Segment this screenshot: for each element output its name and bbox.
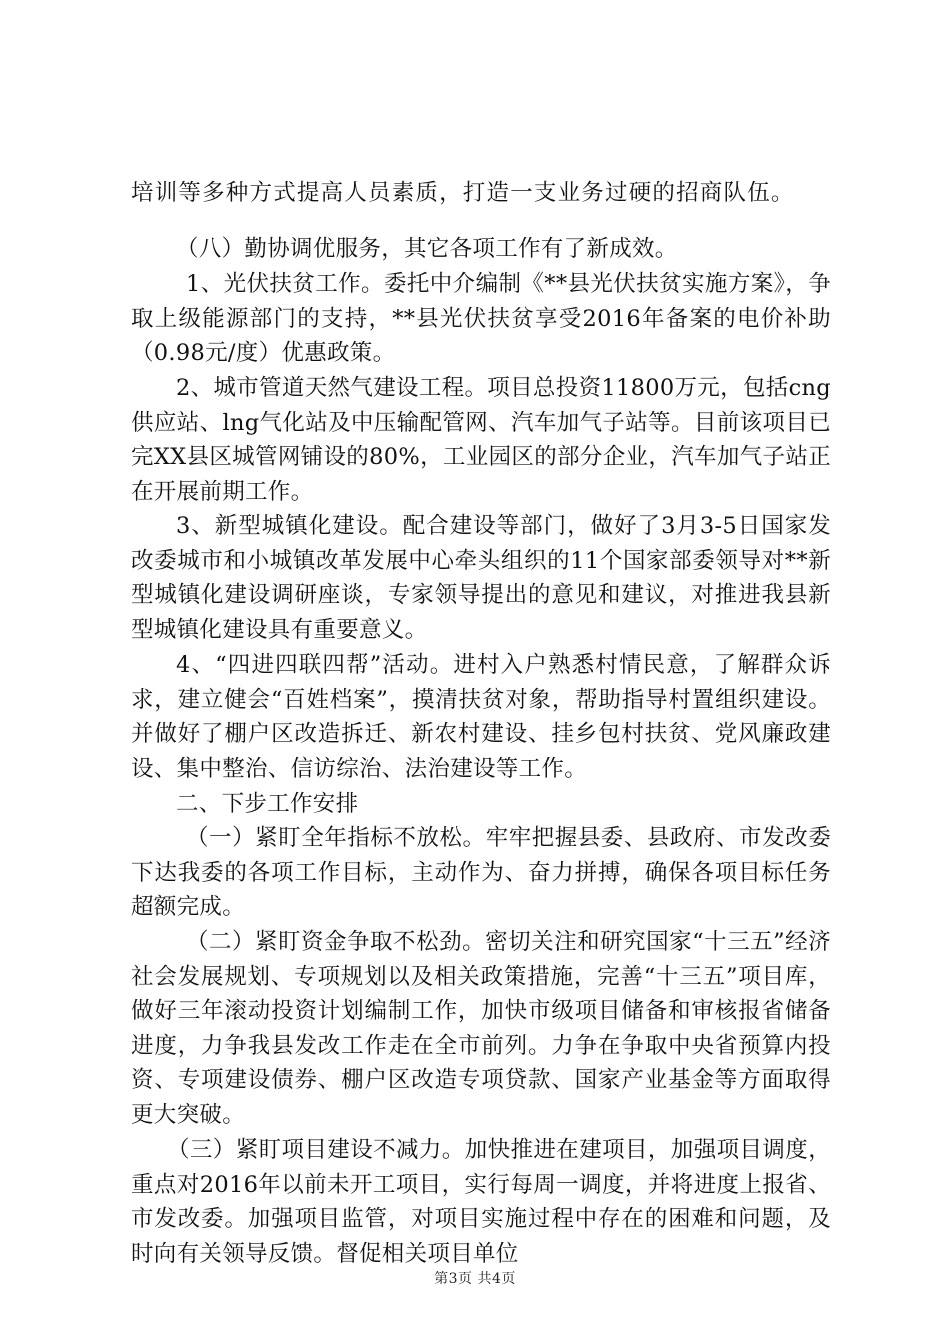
paragraph-task-1: （一）紧盯全年指标不放松。牢牢把握县委、县政府、市发改委下达我委的各项工作目标，主动作为、奋力拼搏，确保各项目标任务超额完成。 [131, 825, 831, 921]
paragraph-task-3: （三）紧盯项目建设不减力。加快推进在建项目，加强项目调度，重点对2016年以前未开工项目，实行每周一调度，并将进度上报省、市发改委。加强项目监管，对项目实施过程中存在的困难和问题，及时向有关领导反馈。督促相关项目单位 [131, 1137, 831, 1267]
paragraph-item-2: 2、城市管道天然气建设工程。项目总投资11800万元，包括cng供应站、lng气化站及中压输配管网、汽车加气子站等。目前该项目已完XX县区城管网铺设的80%，工业园区的部分企业，汽车加气子站正在开展前期工作。 [131, 375, 831, 505]
paragraph-item-1: 1、光伏扶贫工作。委托中介编制《**县光伏扶贫实施方案》，争取上级能源部门的支持，**县光伏扶贫享受2016年备案的电价补助（0.98元/度）优惠政策。 [131, 271, 831, 367]
paragraph-continuation: 培训等多种方式提高人员素质，打造一支业务过硬的招商队伍。 [131, 180, 795, 206]
section-heading-8: （八）勤协调优服务，其它各项工作有了新成效。 [176, 236, 678, 262]
paragraph-item-4: 4、“四进四联四帮”活动。进村入户熟悉村情民意，了解群众诉求，建立健会“百姓档案”，摸清扶贫对象，帮助指导村置组织建设。并做好了棚户区改造拆迁、新农村建设、挂乡包村扶贫、党风廉政建设、集中整治、信访综治、法治建设等工作。 [131, 652, 831, 782]
paragraph-task-2: （二）紧盯资金争取不松劲。密切关注和研究国家“十三五”经济社会发展规划、专项规划以及相关政策措施，完善“十三五”项目库，做好三年滚动投资计划编制工作，加快市级项目储备和审核报省储备进度，力争我县发改工作走在全市前列。力争在争取中央省预算内投资、专项建设债券、棚户区改造专项贷款、国家产业基金等方面取得更大突破。 [131, 929, 831, 1128]
section-heading-2: 二、下步工作安排 [176, 791, 359, 817]
paragraph-item-3: 3、新型城镇化建设。配合建设等部门，做好了3月3-5日国家发改委城市和小城镇改革发展中心牵头组织的11个国家部委领导对**新型城镇化建设调研座谈，专家领导提出的意见和建议，对推进我县新型城镇化建设具有重要意义。 [131, 513, 831, 643]
page-number-footer: 第3页 共4页 [434, 1271, 516, 1287]
